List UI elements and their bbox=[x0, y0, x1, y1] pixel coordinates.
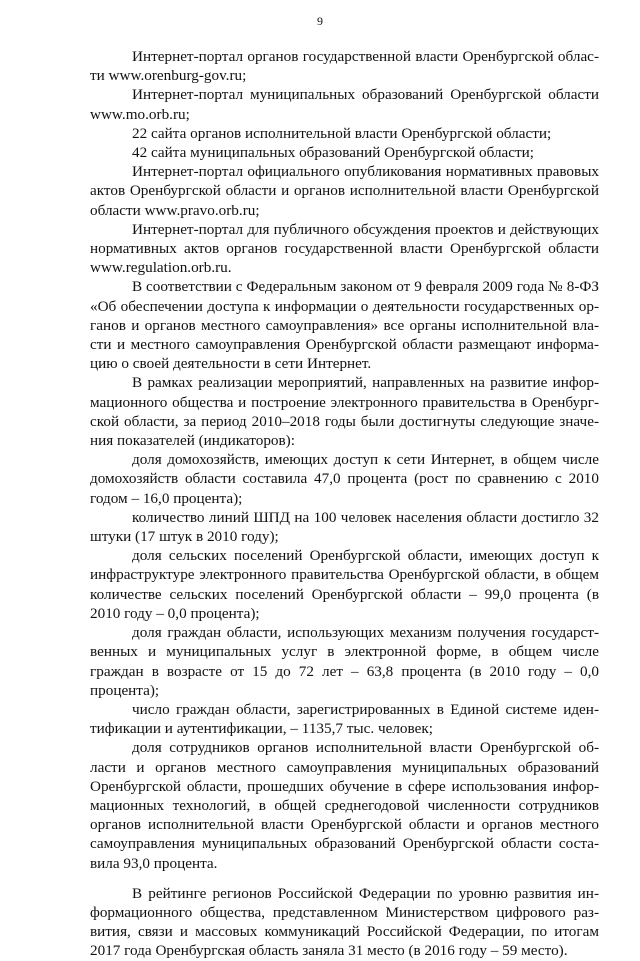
page-number: 9 bbox=[317, 14, 323, 28]
paragraph-staff-training: доля сотрудников органов исполнительной власти Оренбургской области и органов местного самоуправления муниципальных образований Оренбургской области, прошедших обучение в сфере использования информационных технологий, в общей среднегодовой численности сотрудников органов исполнительной власти Оренбургской области и органов местного самоуправления муниципальных образований Оренбургской области составила 93,0 процента. bbox=[90, 739, 599, 872]
paragraph-municipal-sites: 42 сайта муниципальных образований Оренбургской области; bbox=[132, 144, 534, 162]
paragraph-orenburg-gov-portal: Интернет-портал органов государственной власти Оренбургской области www.orenburg-gov.ru; bbox=[90, 48, 599, 85]
paragraph-e-services-citizens: доля граждан области, использующих механизм получения государственных и муниципальных услуг в электронной форме, в общем числе граждан в возрасте от 15 до 72 лет – 63,8 процента (в 2010 году – 0,0 процента); bbox=[90, 624, 599, 699]
paragraph-pravo-portal: Интернет-портал официального опубликования нормативных правовых актов Оренбургской области и органов исполнительной власти Оренбургской области www.pravo.orb.ru; bbox=[90, 163, 599, 219]
paragraph-households-internet: доля домохозяйств, имеющих доступ к сети Интернет, в общем числе домохозяйств области составила 47,0 процента (рост по сравнению с 2010 годом – 16,0 процента); bbox=[90, 451, 599, 507]
paragraph-federal-law: В соответствии с Федеральным законом от 9 февраля 2009 года № 8-ФЗ «Об обеспечении доступа к информации о деятельности государственных органов и органов местного самоуправления» все органы исполнительной власти и местного самоуправления Оренбургской области размещают информацию о своей деятельности в сети Интернет. bbox=[90, 278, 599, 373]
paragraph-regulation-portal: Интернет-портал для публичного обсуждения проектов и действующих нормативных актов органов государственной власти Оренбургской области www.regulation.orb.ru. bbox=[90, 220, 599, 277]
paragraph-rural-settlements: доля сельских поселений Оренбургской области, имеющих доступ к инфраструктуре электронного правительства Оренбургской области, в общем количестве сельских поселений Оренбургской области – 99,0 процента (в 2010 году – 0,0 процента); bbox=[90, 547, 599, 622]
paragraph-executive-sites: 22 сайта органов исполнительной власти Оренбургской области; bbox=[132, 124, 552, 142]
paragraph-region-rating: В рейтинге регионов Российской Федерации по уровню развития информационного общества, представленном Министерством цифрового развития, связи и массовых коммуникаций Российской Федерации, по итогам 2017 года Оренбургская область заняла 31 место (в 2016 году – 59 место). bbox=[90, 884, 599, 960]
paragraph-broadband-lines: количество линий ШПД на 100 человек населения области достигло 32 штуки (17 штук в 2010 году); bbox=[90, 508, 599, 546]
paragraph-esia-registered: число граждан области, зарегистрированных в Единой системе идентификации и аутентификации, – 1135,7 тыс. человек; bbox=[90, 700, 599, 738]
paragraph-municipal-portal: Интернет-портал муниципальных образований Оренбургской области www.mo.orb.ru; bbox=[90, 86, 599, 123]
document-body bbox=[90, 47, 599, 961]
paragraph-indicators-intro: В рамках реализации мероприятий, направленных на развитие информационного общества и построение электронного правительства в Оренбургской области, за период 2010–2018 годы были достигнуты следующие значения показателей (индикаторов): bbox=[90, 374, 599, 450]
